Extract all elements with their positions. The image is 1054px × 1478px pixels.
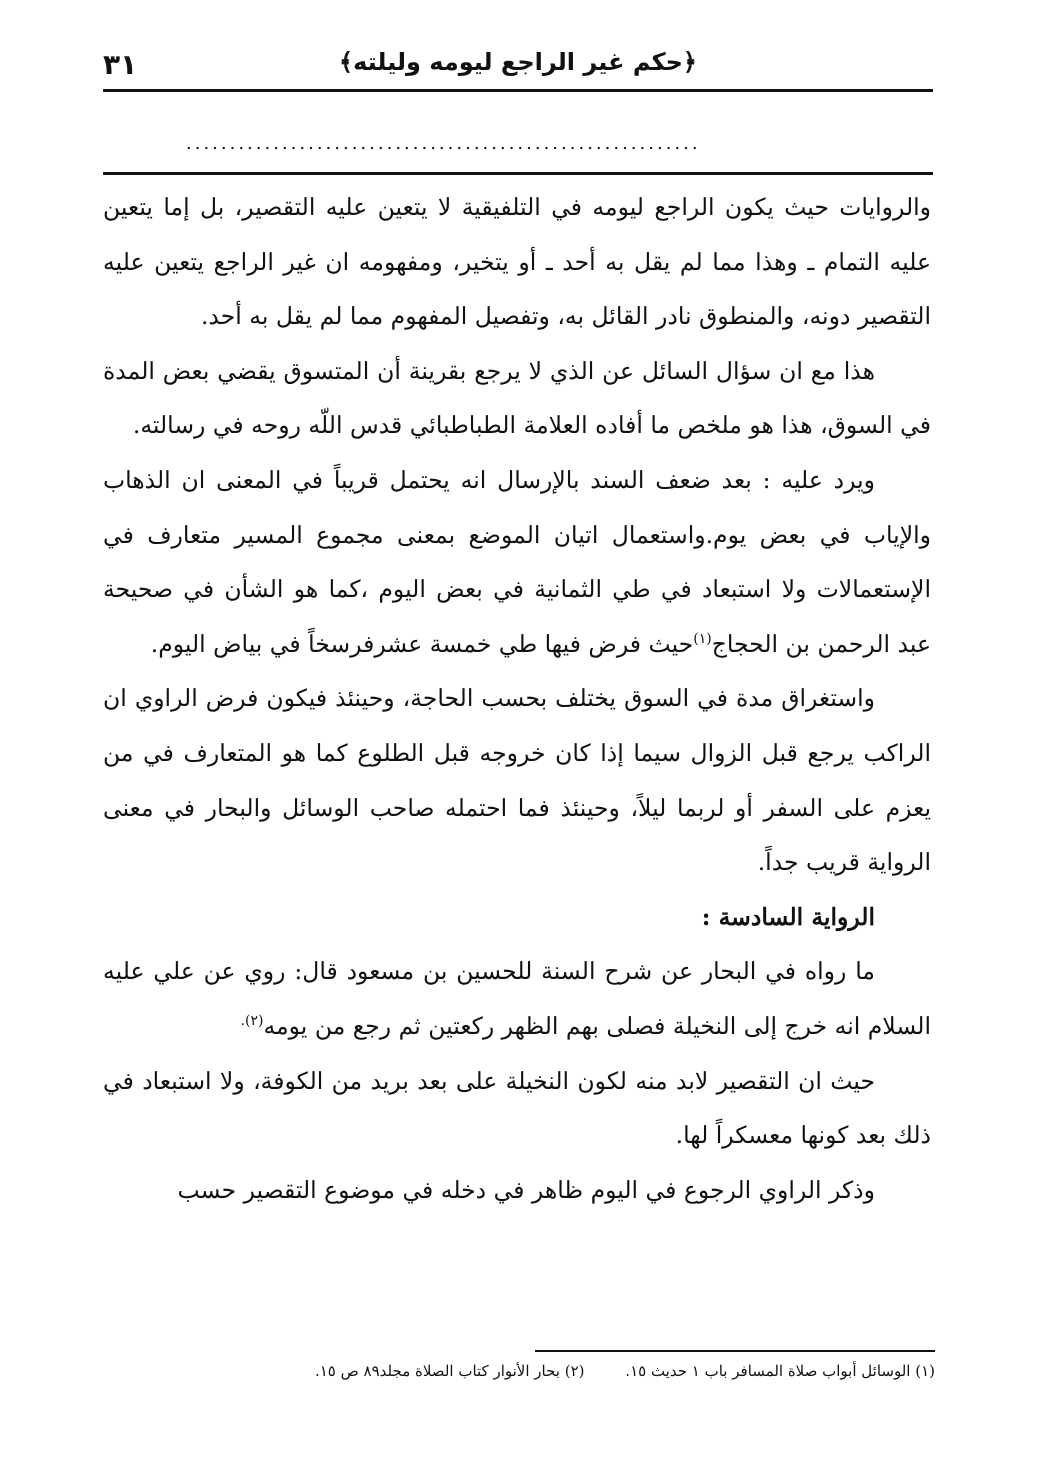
section-heading: الرواية السادسة : — [701, 902, 875, 931]
separator-rule — [103, 172, 933, 175]
running-title: ﴿حكم غير الراجع ليومه وليلته﴾ — [339, 48, 697, 76]
body-text — [103, 180, 931, 1217]
paragraph-6: حيث ان التقصير لابد منه لكون النخيلة على بعد بريد من الكوفة، ولا استبعاد في ذلك بعد كونها معسكراً لها. — [103, 1066, 931, 1150]
footnote-rule — [535, 1350, 935, 1352]
paragraph-3 — [103, 453, 931, 671]
page-header — [103, 40, 933, 90]
footnotes — [120, 1362, 935, 1380]
paragraph-5 — [103, 944, 931, 1053]
paragraph-2: هذا مع ان سؤال السائل عن الذي لا يرجع بقرينة أن المتسوق يقضي بعض المدة في السوق، هذا هو ملخص ما أفاده العلامة الطباطبائي قدس اللّه روحه في رسالته. — [103, 356, 931, 440]
footnote-ref-2[interactable]: (٢). — [240, 1013, 264, 1030]
header-rule — [103, 89, 933, 92]
footnote-ref-1[interactable]: (١) — [693, 630, 712, 647]
paragraph-7: وذكر الراوي الرجوع في اليوم ظاهر في دخله في موضوع التقصير حسب — [177, 1175, 875, 1204]
footnote-1: (١) الوسائل أبواب صلاة المسافر باب ١ حديث ١٥. — [625, 1362, 935, 1380]
paragraph-5-text: ما رواه في البحار عن شرح السنة للحسين بن مسعود قال: روي عن علي عليه السلام انه خرج إلى النخيلة فصلى بهم الظهر ركعتين ثم رجع من يومه — [103, 957, 931, 1040]
footnote-2: (٢) بحار الأنوار كتاب الصلاة مجلد٨٩ ص ١٥. — [314, 1362, 585, 1380]
paragraph-3-text: ويرد عليه : بعد ضعف السند بالإرسال انه يحتمل قريباً في المعنى ان الذهاب والإياب في بعض يوم.واستعمال اتيان الموضع بمعنى مجموع المسير متعارف في الإستعمالات ولا استبعاد في طي الثمانية في بعض اليوم ،كما هو الشأن في صحيحة عبد الرحمن بن الحجاج — [103, 465, 931, 658]
page-number: ٣١ — [103, 48, 138, 81]
paragraph-4: واستغراق مدة في السوق يختلف بحسب الحاجة، وحينئذ فيكون فرض الراوي ان الراكب يرجع قبل الزوال سيما إذا كان خروجه قبل الطلوع كما هو المتعارف في من يعزم على السفر أو لربما ليلاً، وحينئذ فما احتمله صاحب الوسائل والبحار في معنى الرواية قريب جداً. — [103, 684, 931, 877]
paragraph-1: والروايات حيث يكون الراجع ليومه في التلفيقية لا يتعين عليه التقصير، بل إما يتعين عليه التمام ـ وهذا مما لم يقل به أحد ـ أو يتخير، ومفهومه ان غير الراجع يتعين عليه التقصير دونه، والمنطوق نادر القائل به، وتفصيل المفهوم مما لم يقل به أحد. — [103, 193, 931, 331]
separator-dots: ........................................................... — [186, 133, 701, 154]
paragraph-3-end: حيث فرض فيها طي خمسة عشرفرسخاً في بياض اليوم. — [150, 629, 694, 658]
